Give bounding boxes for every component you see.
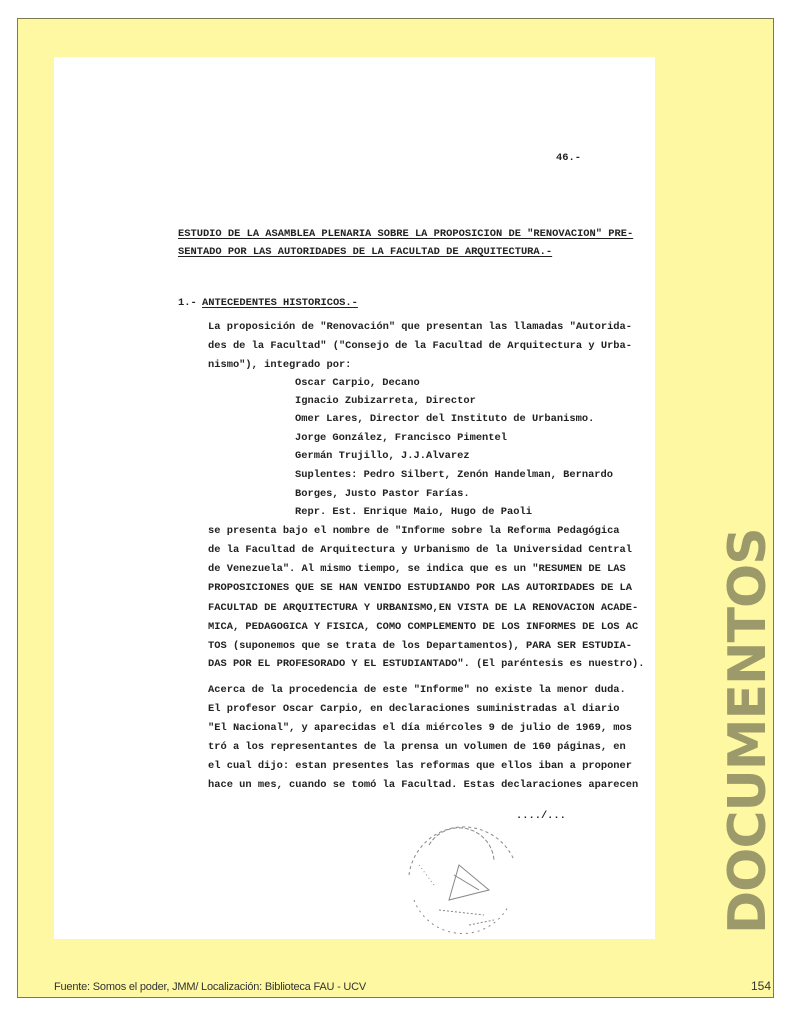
paragraph-line: tró a los representantes de la prensa un volumen de 160 páginas, en	[208, 741, 626, 753]
paragraph-line: FACULTAD DE ARQUITECTURA Y URBANISMO,EN VISTA DE LA RENOVACION ACADE-	[208, 602, 639, 614]
paragraph-line: de la Facultad de Arquitectura y Urbanismo de la Universidad Central	[208, 544, 633, 556]
typewritten-document	[54, 57, 655, 939]
paragraph-line: DAS POR EL PROFESORADO Y EL ESTUDIANTADO". (El paréntesis es nuestro).	[208, 658, 645, 670]
document-page-mark: 46.-	[556, 152, 581, 164]
member-line: Borges, Justo Pastor Farías.	[295, 488, 470, 500]
paragraph-line: se presenta bajo el nombre de "Informe sobre la Reforma Pedagógica	[208, 525, 620, 537]
section-heading: ANTECEDENTES HISTORICOS.-	[202, 297, 358, 309]
page-number: 154	[751, 979, 772, 993]
member-line: Oscar Carpio, Decano	[295, 377, 420, 389]
member-line: Germán Trujillo, J.J.Alvarez	[295, 450, 470, 462]
paragraph-line: el cual dijo: estan presentes las reformas que ellos iban a proponer	[208, 760, 633, 772]
paragraph-line: "El Nacional", y aparecidas el día miércoles 9 de julio de 1969, mos	[208, 722, 633, 734]
title-line: SENTADO POR LAS AUTORIDADES DE LA FACULTAD DE ARQUITECTURA.-	[178, 246, 553, 258]
footer-source: Fuente: Somos el poder, JMM/ Localización: Biblioteca FAU - UCV	[54, 981, 367, 993]
member-line: Suplentes: Pedro Silbert, Zenón Handelman, Bernardo	[295, 469, 614, 481]
paragraph-line: PROPOSICIONES QUE SE HAN VENIDO ESTUDIANDO POR LAS AUTORIDADES DE LA	[208, 582, 633, 594]
member-line: Ignacio Zubizarreta, Director	[295, 395, 476, 407]
member-line: Repr. Est. Enrique Maio, Hugo de Paoli	[295, 506, 532, 518]
title-line: ESTUDIO DE LA ASAMBLEA PLENARIA SOBRE LA PROPOSICION DE "RENOVACION" PRE-	[178, 228, 634, 240]
document-sheet	[54, 57, 655, 939]
intro-line: des de la Facultad" ("Consejo de la Facultad de Arquitectura y Urba-	[208, 340, 633, 352]
section-label-vertical: DOCUMENTOS	[718, 528, 778, 934]
page	[17, 18, 778, 998]
section-number: 1.-	[178, 297, 197, 309]
paragraph-line: TOS (suponemos que se trata de los Departamentos), PARA SER ESTUDIA-	[208, 640, 633, 652]
member-line: Jorge González, Francisco Pimentel	[295, 432, 508, 444]
member-line: Omer Lares, Director del Instituto de Urbanismo.	[295, 413, 595, 425]
paragraph-line: hace un mes, cuando se tomó la Facultad. Estas declaraciones aparecen	[208, 779, 639, 791]
seal-stamp	[389, 805, 529, 945]
paragraph-line: MICA, PEDAGOGICA Y FISICA, COMO COMPLEMENTO DE LOS INFORMES DE LOS AC	[208, 621, 639, 633]
paragraph-line: El profesor Oscar Carpio, en declaraciones suministradas al diario	[208, 703, 620, 715]
continuation-mark: ..../...	[516, 810, 566, 822]
intro-line: La proposición de "Renovación" que presentan las llamadas "Autorida-	[208, 321, 633, 333]
paragraph-line: de Venezuela". Al mismo tiempo, se indica que es un "RESUMEN DE LAS	[208, 563, 626, 575]
paragraph-line: Acerca de la procedencia de este "Informe" no existe la menor duda.	[208, 684, 626, 696]
intro-line: nismo"), integrado por:	[208, 359, 352, 371]
